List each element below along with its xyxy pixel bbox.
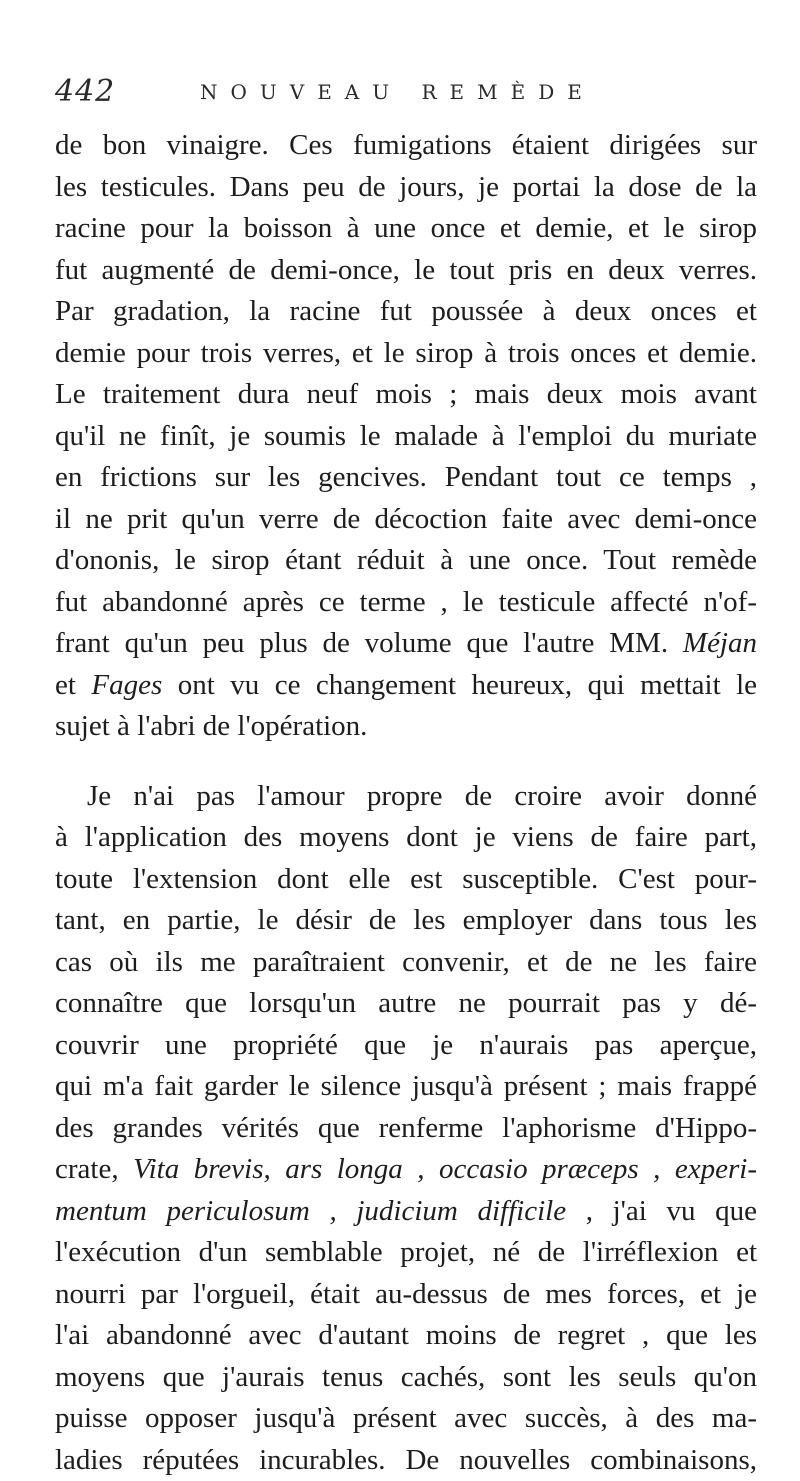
text-run: , j'ai vu que xyxy=(586,1195,757,1227)
text-line: toute l'extension dont elle est susceptible. C'est pour- xyxy=(55,859,757,901)
text-line: sujet à l'abri de l'opération. xyxy=(55,706,757,748)
text-line: des grandes vérités que renferme l'aphorisme d'Hippo- xyxy=(55,1108,757,1150)
text-line: ladies réputées incurables. De nouvelles combinaisons, xyxy=(55,1440,757,1481)
body-text xyxy=(55,125,757,1481)
running-title: NOUVEAU REMÈDE xyxy=(200,80,595,104)
text-line: les testicules. Dans peu de jours, je portai la dose de la xyxy=(55,167,757,209)
italic-name: Fages xyxy=(91,669,162,701)
text-line: tant, en partie, le désir de les employer dans tous les xyxy=(55,900,757,942)
text-line xyxy=(55,623,757,665)
text-run: et xyxy=(55,669,76,701)
latin-aphorism: mentum periculosum , judicium difficile xyxy=(55,1195,566,1227)
text-line: demie pour trois verres, et le sirop à trois onces et demie. xyxy=(55,333,757,375)
text-line: couvrir une propriété que je n'aurais pas aperçue, xyxy=(55,1025,757,1067)
text-line: qu'il ne finît, je soumis le malade à l'emploi du muriate xyxy=(55,416,757,458)
text-line xyxy=(55,665,757,707)
text-line: puisse opposer jusqu'à présent avec succès, à des ma- xyxy=(55,1398,757,1440)
text-line xyxy=(55,1149,757,1191)
paragraph-gap xyxy=(55,748,757,776)
text-run: ont vu ce changement heureux, qui mettait le xyxy=(178,669,757,701)
text-line: en frictions sur les gencives. Pendant tout ce temps , xyxy=(55,457,757,499)
text-line: nourri par l'orgueil, était au-dessus de mes forces, et je xyxy=(55,1274,757,1316)
text-line: Le traitement dura neuf mois ; mais deux mois avant xyxy=(55,374,757,416)
text-line: fut abandonné après ce terme , le testicule affecté n'of- xyxy=(55,582,757,624)
text-line: de bon vinaigre. Ces fumigations étaient dirigées sur xyxy=(55,125,757,167)
text-line: connaître que lorsqu'un autre ne pourrait pas y dé- xyxy=(55,983,757,1025)
text-line: racine pour la boisson à une once et demie, et le sirop xyxy=(55,208,757,250)
text-line: fut augmenté de demi-once, le tout pris en deux verres. xyxy=(55,250,757,292)
running-head xyxy=(55,72,755,112)
text-line: Je n'ai pas l'amour propre de croire avoir donné xyxy=(55,776,757,818)
text-line: Par gradation, la racine fut poussée à deux onces et xyxy=(55,291,757,333)
italic-name: Méjan xyxy=(683,627,757,659)
text-line: à l'application des moyens dont je viens de faire part, xyxy=(55,817,757,859)
text-run: frant qu'un peu plus de volume que l'autre MM. xyxy=(55,627,668,659)
text-run: crate, xyxy=(55,1153,119,1185)
text-line: qui m'a fait garder le silence jusqu'à présent ; mais frappé xyxy=(55,1066,757,1108)
text-line: il ne prit qu'un verre de décoction faite avec demi-once xyxy=(55,499,757,541)
text-line: cas où ils me paraîtraient convenir, et de ne les faire xyxy=(55,942,757,984)
text-line: d'ononis, le sirop étant réduit à une once. Tout remède xyxy=(55,540,757,582)
text-line: l'exécution d'un semblable projet, né de l'irréflexion et xyxy=(55,1232,757,1274)
text-line: l'ai abandonné avec d'autant moins de regret , que les xyxy=(55,1315,757,1357)
latin-aphorism: Vita brevis, ars longa , occasio præceps , experi- xyxy=(133,1153,757,1185)
text-line xyxy=(55,1191,757,1233)
text-line: moyens que j'aurais tenus cachés, sont les seuls qu'on xyxy=(55,1357,757,1399)
page-number: 442 xyxy=(55,74,115,109)
